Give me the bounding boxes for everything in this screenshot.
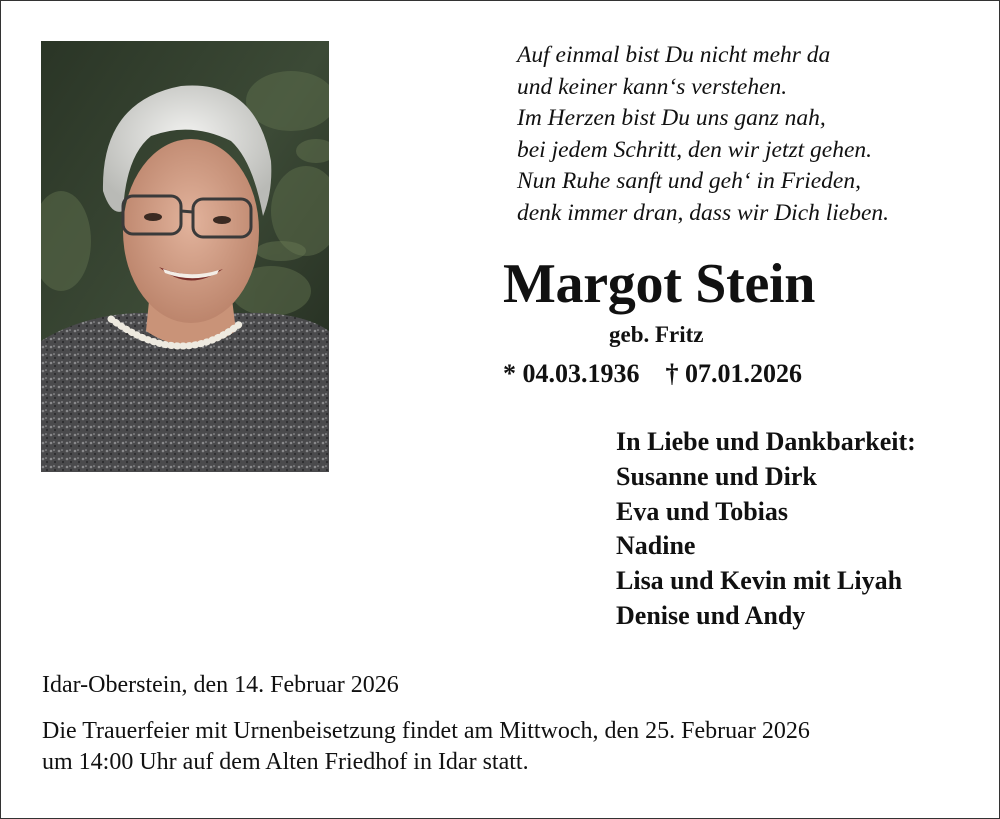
birth-name: geb. Fritz xyxy=(609,322,704,347)
life-dates xyxy=(503,357,802,391)
family-heading: In Liebe und Dankbarkeit: xyxy=(616,427,916,456)
poem-line: Im Herzen bist Du uns ganz nah, xyxy=(517,105,826,131)
service-line: Die Trauerfeier mit Urnenbeisetzung findet am Mittwoch, den 25. Februar 2026 xyxy=(42,718,810,744)
family-member: Eva und Tobias xyxy=(616,496,789,526)
family-member: Susanne und Dirk xyxy=(616,461,817,491)
birth-date: * 04.03.1936 xyxy=(503,359,640,388)
deceased-name: Margot Stein xyxy=(503,253,816,315)
poem-line: Auf einmal bist Du nicht mehr da xyxy=(517,42,831,68)
memorial-poem xyxy=(517,40,889,229)
family-member: Nadine xyxy=(616,531,696,561)
poem-line: bei jedem Schritt, den wir jetzt gehen. xyxy=(517,136,873,163)
family-member: Denise und Andy xyxy=(616,600,806,630)
portrait-photo xyxy=(41,41,329,472)
poem-line: denk immer dran, dass wir Dich lieben. xyxy=(517,199,890,226)
place-and-date: Idar-Oberstein, den 14. Februar 2026 xyxy=(42,672,399,698)
funeral-service-info xyxy=(42,716,810,778)
service-line: um 14:00 Uhr auf dem Alten Friedhof in Idar statt. xyxy=(42,749,529,775)
death-date: † 07.01.2026 xyxy=(665,359,802,388)
poem-line: und keiner kann‘s verstehen. xyxy=(517,73,788,100)
family-member: Lisa und Kevin mit Liyah xyxy=(616,566,903,596)
family-signature xyxy=(616,425,916,634)
poem-line: Nun Ruhe sanft und geh‘ in Frieden, xyxy=(517,168,861,194)
